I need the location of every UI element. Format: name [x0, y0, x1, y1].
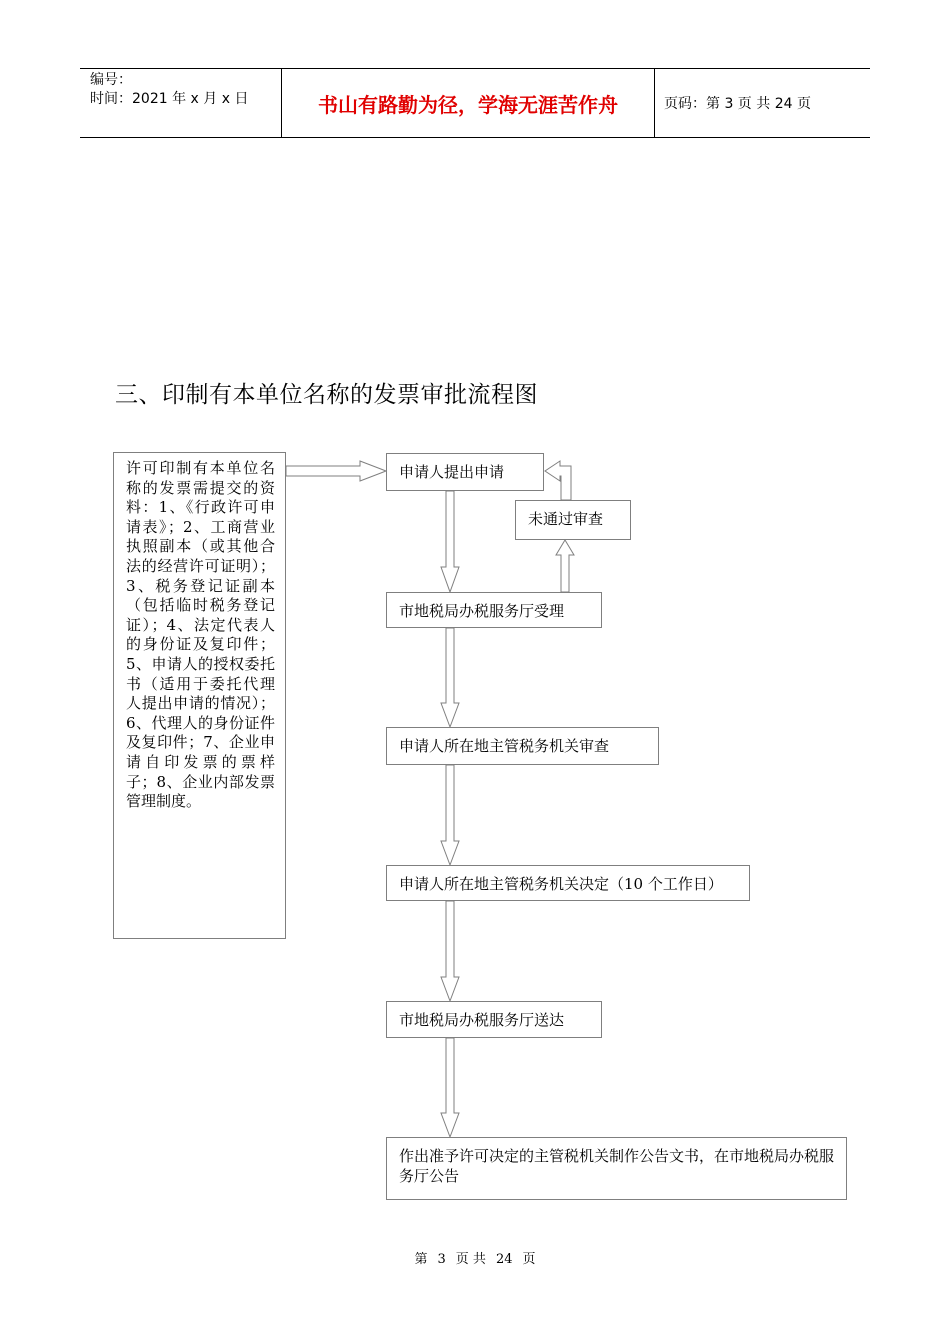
- flow-step-label: 申请人所在地主管税务机关审查: [399, 737, 610, 755]
- flow-step-apply: [386, 453, 544, 491]
- flow-step-deliver: [386, 1001, 602, 1038]
- arrow-elbow: [545, 461, 571, 500]
- page-footer: [0, 1248, 950, 1267]
- arrow-right: [286, 461, 386, 481]
- flow-step-label: 市地税局办税服务厅受理: [399, 602, 565, 620]
- flow-step-label: 市地税局办税服务厅送达: [399, 1011, 565, 1029]
- arrow-down: [441, 765, 459, 865]
- flow-step-review: [386, 727, 659, 765]
- flow-step-label: 申请人所在地主管税务机关决定（10 个工作日）: [399, 875, 723, 893]
- header-motto: 书山有路勤为径，学海无涯苦作舟: [318, 92, 618, 117]
- arrow-down: [441, 1038, 459, 1137]
- flow-step-label: 作出准予许可决定的主管税机关制作公告文书，在市地税局办税服务厅公告: [399, 1147, 835, 1185]
- arrow-down: [441, 901, 459, 1001]
- flow-step-label: 未通过审查: [528, 510, 604, 528]
- flow-step-rejected: [515, 500, 631, 540]
- requirements-text: 许可印制有本单位名称的发票需提交的资料：1、《行政许可申请表》；2、工商营业执照副本（或其他合法的经营许可证明）；3、税务登记证副本（包括临时税务登记证）；4、法定代表人的身份证及复印件；5、申请人的授权委托书（适用于委托代理人提出申请的情况）；6、代理人的身份证件及复印件；7、企业申请自印发票的票样子；8、企业内部发票管理制度。: [126, 459, 275, 811]
- time-label: 时间：2021 年 x 月 x 日: [90, 91, 249, 107]
- footer-prefix: 第: [414, 1252, 428, 1267]
- section-title: 三、印制有本单位名称的发票审批流程图: [115, 382, 538, 408]
- flow-step-decision: [386, 865, 750, 901]
- footer-page-number: 3: [437, 1252, 446, 1267]
- arrow-up: [556, 540, 574, 592]
- flow-step-accept: [386, 592, 602, 628]
- arrow-down: [441, 628, 459, 727]
- footer-total-pages: 24: [495, 1252, 513, 1267]
- arrow-down: [441, 491, 459, 592]
- header-page-label: 页码：第 3 页 共 24 页: [664, 96, 811, 112]
- footer-suffix: 页: [522, 1252, 536, 1267]
- flow-step-announce: [386, 1137, 847, 1200]
- flow-step-label: 申请人提出申请: [399, 463, 505, 481]
- footer-mid: 页 共: [455, 1252, 486, 1267]
- serial-label: 编号：: [90, 72, 132, 88]
